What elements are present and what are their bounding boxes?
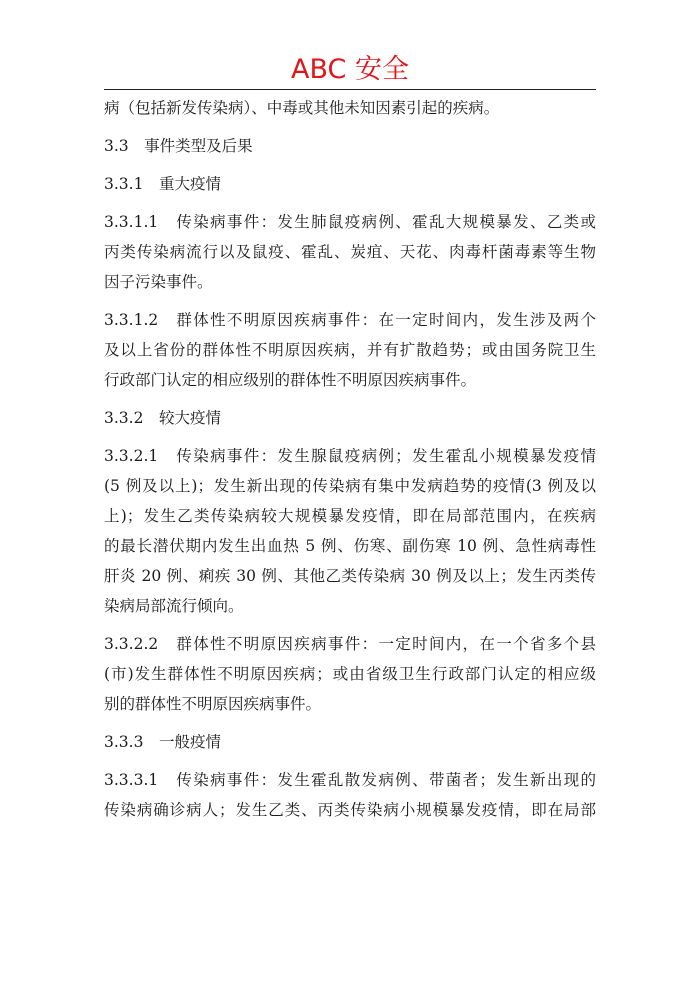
paragraph-line: 3.3.1.1 传染病事件：发生肺鼠疫病例、霍乱大规模暴发、乙类或 xyxy=(104,213,596,231)
paragraph-line: 别的群体性不明原因疾病事件。 xyxy=(104,695,322,713)
section-heading-3-3-3: 3.3.3 一般疫情 xyxy=(104,733,221,751)
paragraph-line: 3.3.2.2 群体性不明原因疾病事件：一定时间内，在一个省多个县 xyxy=(104,635,596,653)
paragraph-line: 肝炎 20 例、痢疾 30 例、其他乙类传染病 30 例及以上；发生丙类传 xyxy=(104,567,596,585)
paragraph-line: 3.3.1.2 群体性不明原因疾病事件：在一定时间内，发生涉及两个 xyxy=(104,311,596,329)
section-heading-3-3-2: 3.3.2 较大疫情 xyxy=(104,409,221,427)
paragraph-line: 行政部门认定的相应级别的群体性不明原因疾病事件。 xyxy=(104,371,477,389)
paragraph-line: 3.3.2.1 传染病事件：发生腺鼠疫病例；发生霍乱小规模暴发疫情 xyxy=(104,447,596,465)
header-divider xyxy=(104,89,596,90)
paragraph-line: 及以上省份的群体性不明原因疾病，并有扩散趋势；或由国务院卫生 xyxy=(104,341,596,359)
paragraph-3-3-1-2 xyxy=(104,305,596,395)
paragraph-line: 染病局部流行倾向。 xyxy=(104,597,244,615)
section-heading-3-3: 3.3 事件类型及后果 xyxy=(104,137,253,155)
paragraph-line: 因子污染事件。 xyxy=(104,273,213,291)
intro-line: 病（包括新发传染病）、中毒或其他未知因素引起的疾病。 xyxy=(104,99,500,117)
paragraph-3-3-2-2 xyxy=(104,629,596,719)
header-title: ABC 安全 xyxy=(291,54,409,85)
paragraph-line: (5 例及以上)；发生新出现的传染病有集中发病趋势的疫情(3 例及以 xyxy=(104,477,596,495)
paragraph-line: 的最长潜伏期内发生出血热 5 例、伤寒、副伤寒 10 例、急性病毒性 xyxy=(104,537,596,555)
paragraph-3-3-2-1 xyxy=(104,441,596,621)
paragraph-3-3-3-1 xyxy=(104,765,596,825)
paragraph-line: (市)发生群体性不明原因疾病；或由省级卫生行政部门认定的相应级 xyxy=(104,665,596,683)
paragraph-line: 丙类传染病流行以及鼠疫、霍乱、炭疽、天花、肉毒杆菌毒素等生物 xyxy=(104,243,596,261)
paragraph-line: 上)；发生乙类传染病较大规模暴发疫情，即在局部范围内，在疾病 xyxy=(104,507,596,525)
document-body xyxy=(104,93,596,825)
paragraph-line: 3.3.3.1 传染病事件：发生霍乱散发病例、带菌者；发生新出现的 xyxy=(104,771,596,789)
paragraph-3-3-1-1 xyxy=(104,207,596,297)
section-heading-3-3-1: 3.3.1 重大疫情 xyxy=(104,175,221,193)
paragraph-line: 传染病确诊病人；发生乙类、丙类传染病小规模暴发疫情，即在局部 xyxy=(104,801,596,819)
